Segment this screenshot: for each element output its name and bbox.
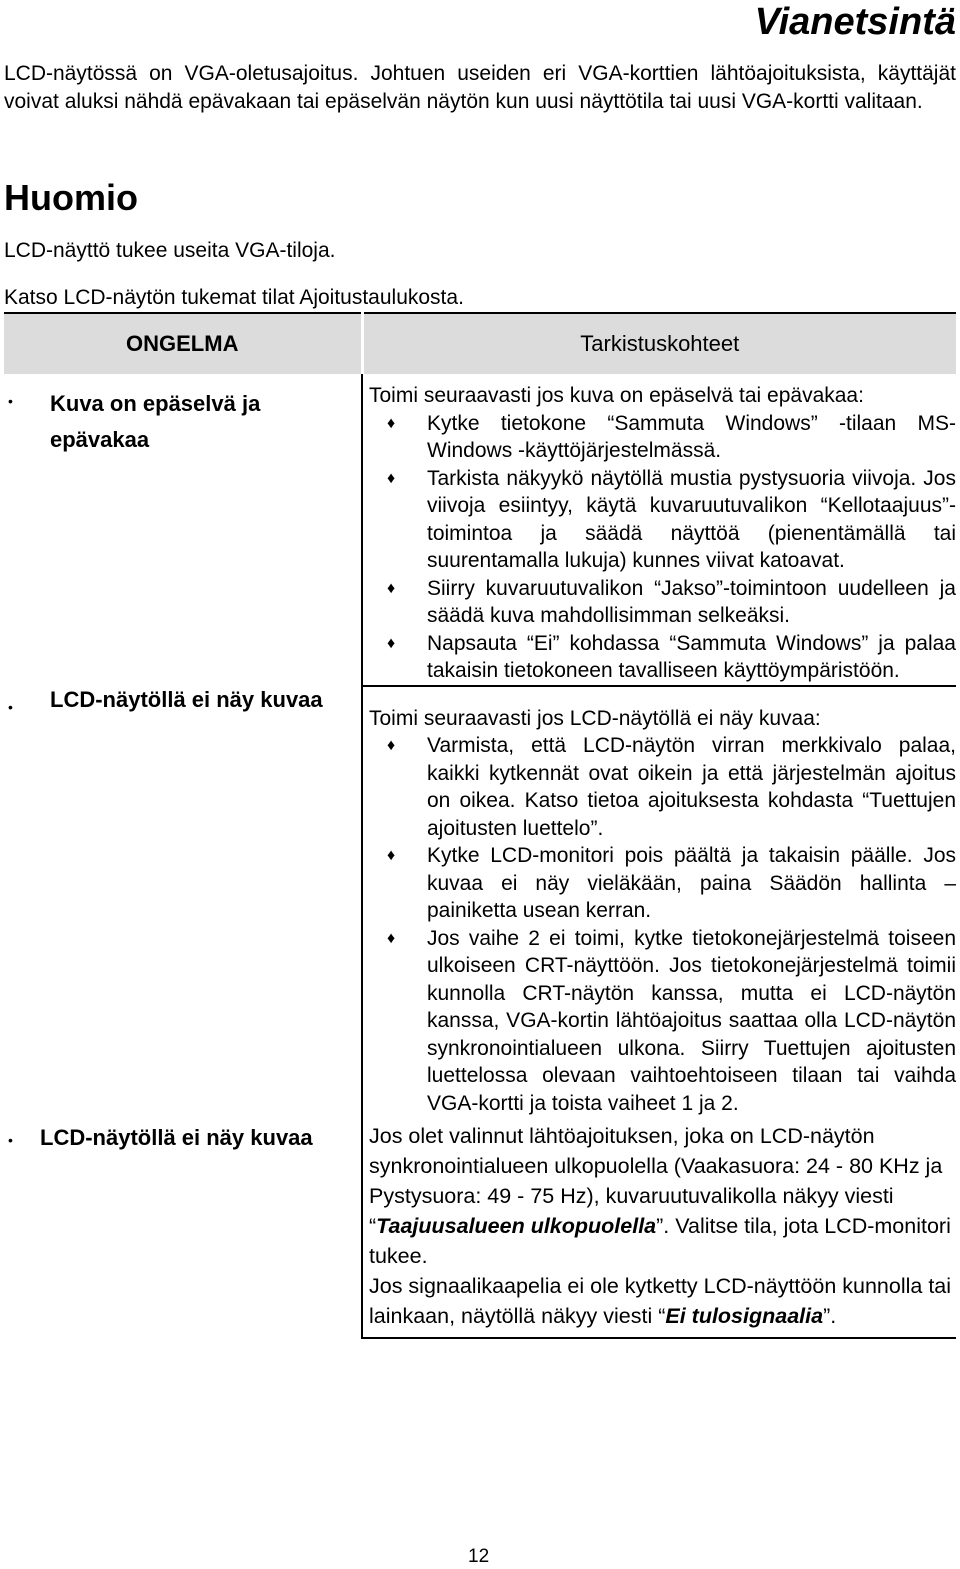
header-check: Tarkistuskohteet [362, 313, 956, 374]
diamond-bullet-icon: ♦ [387, 469, 396, 487]
list-item: ♦ Siirry kuvaruutuvalikon “Jakso”-toimintoon uudelleen ja säädä kuva mahdollisimman selkeäksi. [387, 576, 956, 627]
bullet-icon: • [8, 1132, 13, 1148]
check-paragraph: Jos signaalikaapelia ei ole kytketty LCD-näyttöön kunnolla tai lainkaan, näytöllä näkyy viesti “Ei tulosignaalia”. [369, 1274, 952, 1328]
table-header-row [4, 313, 956, 374]
bullet-icon: • [8, 698, 13, 715]
check-cell [362, 686, 956, 1118]
list-item: ♦ Kytke LCD-monitori pois päältä ja takaisin päälle. Jos kuvaa ei näy vieläkään, paina Säädön hallinta –painiketta usean kerran. [387, 844, 956, 922]
check-steps [369, 732, 956, 1117]
diamond-bullet-icon: ♦ [387, 929, 396, 947]
bullet-icon: • [8, 393, 13, 409]
page-title: Vianetsintä [754, 1, 956, 43]
note-line-1: LCD-näyttö tukee useita VGA-tiloja. [4, 239, 336, 262]
table-row [4, 1117, 956, 1338]
list-item: ♦ Jos vaihe 2 ei toimi, kytke tietokonejärjestelmä toiseen ulkoiseen CRT-näyttöön. Jos tietokonejärjestelmä toimii kunnolla CRT-näytön kanssa, mutta ei LCD-näytön kanssa, VGA-kortin lähtöajoitus saattaa olla LCD-näytön synkronointialueen ulkona. Siirry Tuettujen ajoitusten luettelossa olevaan vaihtoehtoiseen tilaan tai vaihda VGA-kortti ja toista vaiheet 1 ja 2. [387, 926, 956, 1115]
list-item: ♦ Napsauta “Ei” kohdassa “Sammuta Windows” ja palaa takaisin tietokoneen tavalliseen käyttöympäristöön. [387, 631, 956, 682]
table-row [4, 686, 956, 1118]
note-heading: Huomio [4, 177, 138, 218]
diamond-bullet-icon: ♦ [387, 847, 396, 864]
problem-text: epävakaa [50, 427, 150, 452]
problem-text: LCD-näytöllä ei näy kuvaa [40, 1125, 313, 1150]
problem-text: LCD-näytöllä ei näy kuvaa [50, 686, 323, 712]
diamond-bullet-icon: ♦ [387, 634, 396, 652]
problem-cell [4, 1117, 362, 1338]
diamond-bullet-icon: ♦ [387, 737, 396, 754]
check-steps [369, 410, 956, 685]
check-lead: Toimi seuraavasti jos LCD-näytöllä ei näy kuvaa: [369, 706, 821, 730]
problem-cell [4, 374, 362, 686]
troubleshooting-table [4, 312, 956, 1339]
diamond-bullet-icon: ♦ [387, 414, 396, 432]
note-line-2: Katso LCD-näytön tukemat tilat Ajoitustaulukosta. [4, 286, 464, 309]
check-paragraph: Jos olet valinnut lähtöajoituksen, joka on LCD-näytön synkronointialueen ulkopuolella (Vaakasuora: 24 - 80 KHz ja Pystysuora: 49 - 75 Hz), kuvaruutuvalikolla näkyy viesti “Taajuusalueen ulkopuolella”. Valitse tila, jota LCD-monitori tukee. [369, 1124, 951, 1268]
list-item: ♦ Tarkista näkyykö näytöllä mustia pystysuoria viivoja. Jos viivoja esiintyy, käytä kuvaruutuvalikon “Kellotaajuus”-toimintoa ja säädä näyttöä (pienentämällä tai suurentamalla lukuja) kunnes viivat katoavat. [387, 466, 956, 572]
list-item: ♦ Varmista, että LCD-näytön virran merkkivalo palaa, kaikki kytkennät ovat oikein ja että järjestelmän ajoitus on oikea. Katso tietoa ajoituksesta kohdasta “Tuettujen ajoitusten luettelo”. [387, 734, 956, 840]
table-row [4, 374, 956, 686]
intro-paragraph: LCD-näytössä on VGA-oletusajoitus. Johtuen useiden eri VGA-korttien lähtöajoituksista, käyttäjät voivat aluksi nähdä epävakaan tai epäselvän näytön kun uusi näyttötila tai uusi VGA-kortti valitaan. [4, 62, 956, 113]
problem-text: Kuva on epäselvä ja [50, 391, 261, 416]
list-item: ♦ Kytke tietokone “Sammuta Windows” -tilaan MS-Windows -käyttöjärjestelmässä. [387, 411, 956, 462]
problem-cell [4, 686, 362, 1118]
check-cell [362, 374, 956, 686]
diamond-bullet-icon: ♦ [387, 579, 396, 597]
check-cell [362, 1117, 956, 1338]
check-lead: Toimi seuraavasti jos kuva on epäselvä tai epävakaa: [369, 384, 864, 407]
page-number: 12 [468, 1546, 490, 1567]
header-problem: ONGELMA [4, 313, 362, 374]
